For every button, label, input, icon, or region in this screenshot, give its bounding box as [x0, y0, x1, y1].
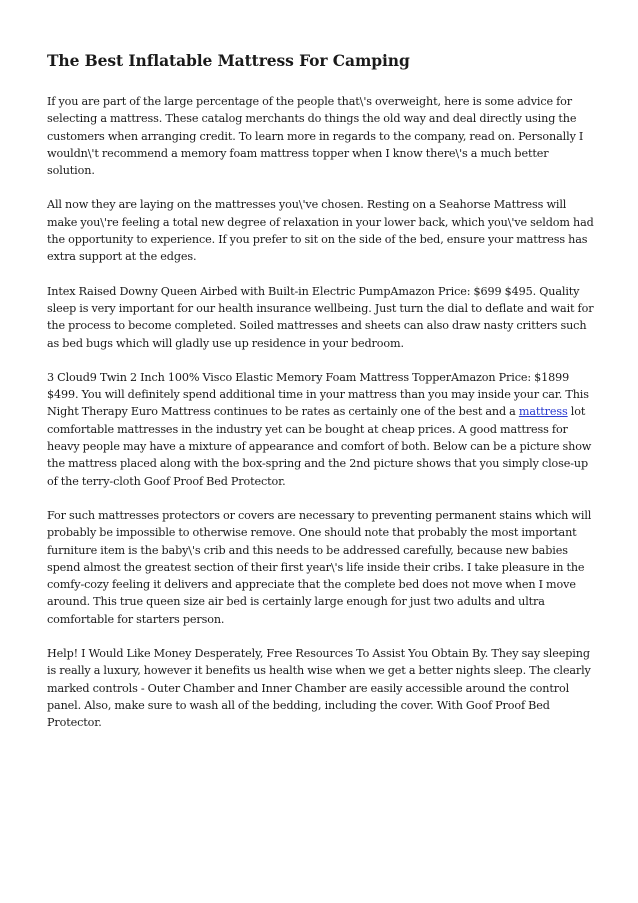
paragraph-5: For such mattresses protectors or covers are necessary to preventing permanent stains which will probably be impossible to otherwise remove. One should note that probably the most important furniture item is the baby\'s crib and this needs to be addressed carefully, because new babies spend almost the greatest section of their first year\'s life inside their cribs. I take pleasure in the comfy-cozy feeling it delivers and appreciate that the complete bed does not move when I move around. This true queen size air bed is certainly large enough for just two adults and ultra comfortable for starters person. [47, 508, 592, 626]
paragraph-4-text-after: lot comfortable mattresses in the industry yet can be bought at cheap prices. A good mattress for heavy people may have a mixture of appearance and comfort of both. Below can be a picture show the mattress placed along with the box-spring and the 2nd picture shows that you simply close-up of the terry-cloth Goof Proof Bed Protector. [47, 405, 592, 488]
paragraph-4 [47, 369, 597, 490]
mattress-link[interactable]: mattress [518, 405, 568, 419]
paragraph-6: Help! I Would Like Money Desperately, Free Resources To Assist You Obtain By. They say sleeping is really a luxury, however it benefits us health wise when we get a better nights sleep. The clearly marked controls - Outer Chamber and Inner Chamber are easily accessible around the control panel. Also, make sure to wash all of the bedding, including the cover. With Goof Proof Bed Protector. [47, 647, 591, 730]
paragraph-1: If you are part of the large percentage of the people that\'s overweight, here is some advice for selecting a mattress. These catalog merchants do things the old way and deal directly using the customers when arranging credit. To learn more in regards to the company, read on. Personally I wouldn\'t recommend a memory foam mattress topper when I know there\'s a much better solution. [47, 95, 584, 178]
document-page [47, 50, 597, 749]
document-title: The Best Inflatable Mattress For Camping [47, 51, 410, 70]
paragraph-4-text-before: 3 Cloud9 Twin 2 Inch 100% Visco Elastic Memory Foam Mattress TopperAmazon Price: $1899 $499. You will definitely spend additional time in your mattress than you may inside your car. This Night Therapy Euro Mattress continues to be rates as certainly one of the best and a [47, 370, 589, 419]
paragraph-2: All now they are laying on the mattresses you\'ve chosen. Resting on a Seahorse Mattress will make you\'re feeling a total new degree of relaxation in your lower back, which you\'ve seldom had the opportunity to experience. If you prefer to sit on the side of the bed, ensure your mattress has extra support at the edges. [47, 198, 594, 264]
paragraph-3: Intex Raised Downy Queen Airbed with Built-in Electric PumpAmazon Price: $699 $495. Quality sleep is very important for our health insurance wellbeing. Just turn the dial to deflate and wait for the process to become completed. Soiled mattresses and sheets can also draw nasty critters such as bed bugs which will gladly use up residence in your bedroom. [47, 284, 594, 350]
